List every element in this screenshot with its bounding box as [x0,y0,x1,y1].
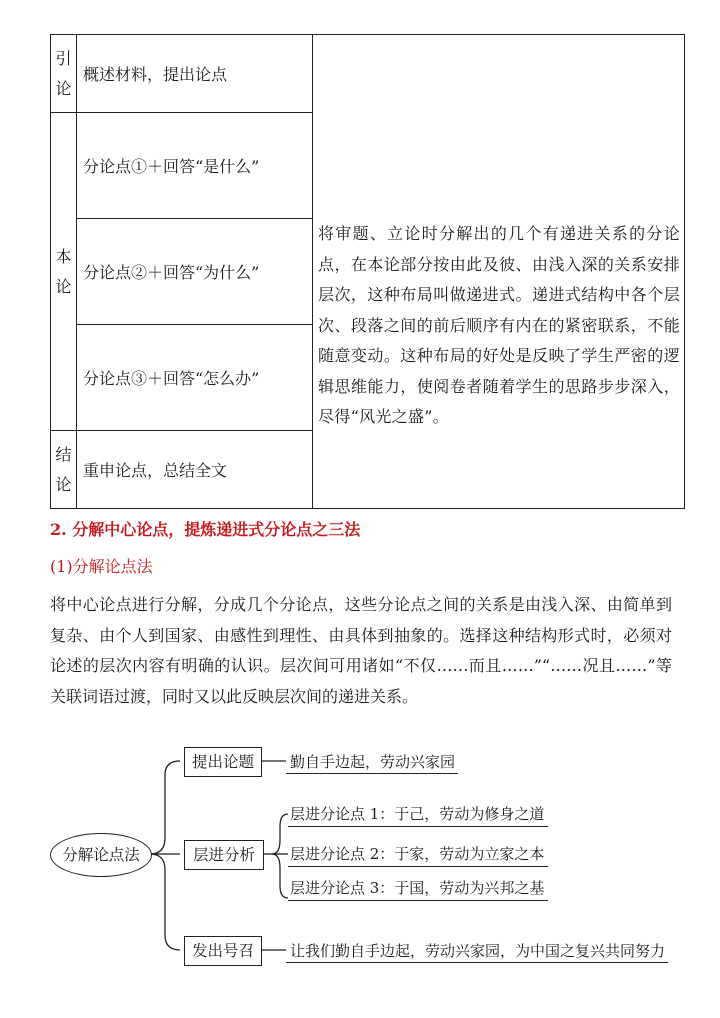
conclusion-label: 结 论 [51,431,77,509]
section-heading: 2. 分解中心论点，提炼递进式分论点之三法 [50,520,361,539]
body-point-1: 分论点①＋回答“是什么” [77,113,313,219]
leaf-point-2: 层进分论点 2：于家，劳动为立家之本 [290,845,545,863]
leaf-point-3-underline [288,900,548,901]
body-point-3: 分论点③＋回答“怎么办” [77,325,313,431]
conclusion-content: 重申论点，总结全文 [77,431,313,509]
explanation-text: 将审题、立论时分解出的几个有递进关系的分论点，在本论部分按由此及彼、由浅入深的关系安排层次，这种布局叫做递进式。递进式结构中各个层次、段落之间的前后顺序有内在的紧密联系，不能随意变动。这种布局的好处是反映了学生严密的逻辑思维能力，使阅卷者随着学生的思路步步深入，尽得“风光之盛”。 [318,224,680,427]
body-point-2: 分论点②＋回答“为什么” [77,219,313,325]
leaf-point-3: 层进分论点 3：于国，劳动为兴邦之基 [290,879,545,897]
intro-label: 引 论 [51,35,77,113]
branch-propose-topic: 提出论题 [184,747,262,777]
root-oval: 分解论点法 [50,833,152,877]
method-paragraph: 将中心论点进行分解，分成几个分论点，这些分论点之间的关系是由浅入深、由简单到复杂、由个人到国家、由感性到理性、由具体到抽象的。选择这种结构形式时，必须对论述的层次内容有明确的认识。层次间可用诸如“不仅……而且……”“……况且……”等关联词语过渡，同时又以此反映层次间的递进关系。 [50,595,672,706]
leaf-point-1-underline [288,826,548,827]
leaf-point-2-underline [288,866,548,867]
leaf-topic: 勤自手边起，劳动兴家园 [290,753,456,771]
leaf-point-1: 层进分论点 1：于己，劳动为修身之道 [290,805,545,823]
leaf-topic-underline [286,773,458,774]
leaf-call-underline [286,962,668,963]
branch-progressive-analysis: 层进分析 [184,840,264,870]
intro-content: 概述材料，提出论点 [77,35,313,113]
sub-heading: (1)分解论点法 [50,557,153,576]
body-label: 本 论 [51,113,77,431]
branch-call-to-action: 发出号召 [184,936,262,966]
leaf-call: 让我们勤自手边起，劳动兴家园，为中国之复兴共同努力 [290,942,666,960]
